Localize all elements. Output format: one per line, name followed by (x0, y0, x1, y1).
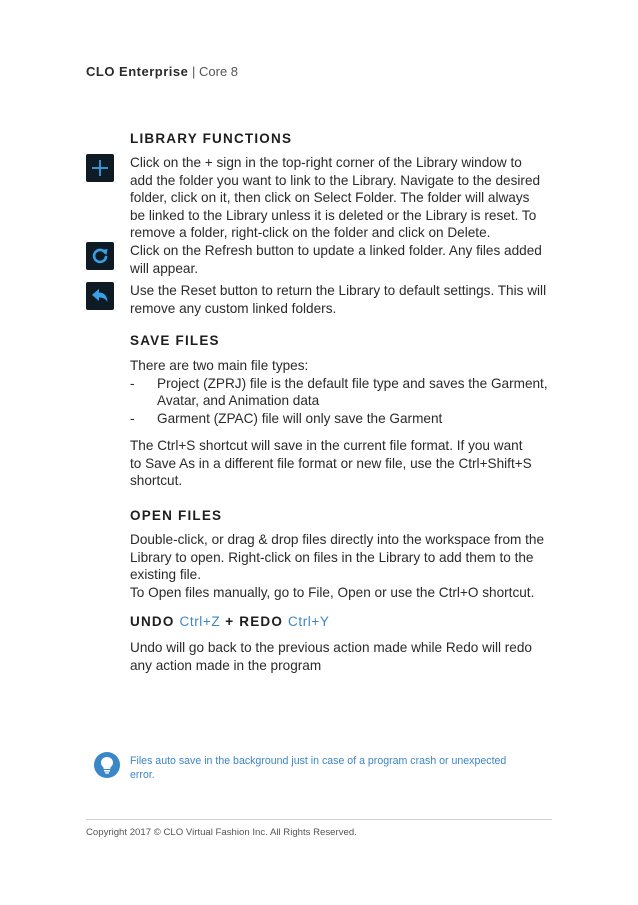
header-subtitle: Core 8 (199, 64, 239, 79)
text-line: Click on the Refresh button to update a linked folder. Any files added (130, 243, 542, 258)
text-line: to Save As in a different file format or new file, use the Ctrl+Shift+S (130, 455, 532, 471)
save-files-paragraph (130, 357, 550, 427)
text-line: Use the Reset button to return the Library to default settings. This will (130, 283, 547, 298)
redo-title: REDO (239, 614, 284, 629)
footer-divider (86, 819, 552, 820)
brand-name: CLO Enterprise (86, 64, 189, 79)
text-line: add the folder you want to link to the Library. Navigate to the desired (130, 172, 541, 188)
text-line: Files auto save in the background just in case of a program crash or unexpected (130, 755, 507, 767)
text-line: The Ctrl+S shortcut will save in the current file format. If you want (130, 438, 523, 453)
text-line: remove any custom linked folders. (130, 300, 337, 316)
plus-icon (86, 154, 114, 182)
text-line: Garment (ZPAC) file will only save the Garment (157, 410, 443, 426)
text-line: Double-click, or drag & drop files directly into the workspace from the (130, 532, 545, 547)
undo-redo-heading (130, 614, 330, 629)
text-line: folder, click on it, then click on Select Folder. The folder will always (130, 190, 530, 205)
open-files-heading: OPEN FILES (130, 508, 223, 523)
undo-shortcut: Ctrl+Z (179, 614, 221, 629)
redo-shortcut: Ctrl+Y (288, 614, 330, 629)
library-functions-heading: LIBRARY FUNCTIONS (130, 131, 293, 146)
list-item (130, 410, 550, 428)
text-line: any action made in the program (130, 657, 322, 673)
save-shortcut-paragraph (130, 437, 550, 490)
save-files-heading: SAVE FILES (130, 333, 220, 348)
library-refresh-paragraph (130, 242, 550, 277)
text-line: shortcut. (130, 473, 183, 488)
copyright-notice: Copyright 2017 © CLO Virtual Fashion Inc. All Rights Reserved. (86, 827, 357, 838)
refresh-icon (86, 242, 114, 270)
undo-redo-paragraph (130, 639, 550, 674)
tip-note (130, 754, 520, 782)
text-line: be linked to the Library unless it is deleted or the Library is reset. To (130, 207, 537, 223)
list-item (130, 375, 550, 393)
text-line: There are two main file types: (130, 358, 309, 373)
open-files-paragraph (130, 531, 550, 601)
lightbulb-icon (94, 752, 120, 778)
bullet-marker: - (130, 410, 135, 426)
undo-title: UNDO (130, 614, 175, 629)
bullet-marker: - (130, 375, 135, 391)
text-line: To Open files manually, go to File, Open or use the Ctrl+O shortcut. (130, 584, 535, 600)
library-reset-paragraph (130, 282, 550, 317)
text-line: will appear. (130, 260, 199, 276)
text-line: error. (130, 769, 155, 781)
text-line: Library to open. Right-click on files in the Library to add them to the (130, 549, 534, 565)
text-line: Click on the + sign in the top-right corner of the Library window to (130, 155, 522, 170)
text-line: remove a folder, right-click on the folder and click on Delete. (130, 225, 491, 240)
library-add-paragraph (130, 154, 550, 242)
text-line: Undo will go back to the previous action made while Redo will redo (130, 640, 532, 655)
reset-arrow-icon (86, 282, 114, 310)
text-line: Avatar, and Animation data (157, 393, 320, 408)
plus-sign: + (225, 614, 235, 629)
text-line: Project (ZPRJ) file is the default file type and saves the Garment, (157, 375, 548, 391)
header-separator: | (191, 64, 196, 79)
document-header (86, 64, 238, 79)
text-line: existing file. (130, 567, 202, 582)
